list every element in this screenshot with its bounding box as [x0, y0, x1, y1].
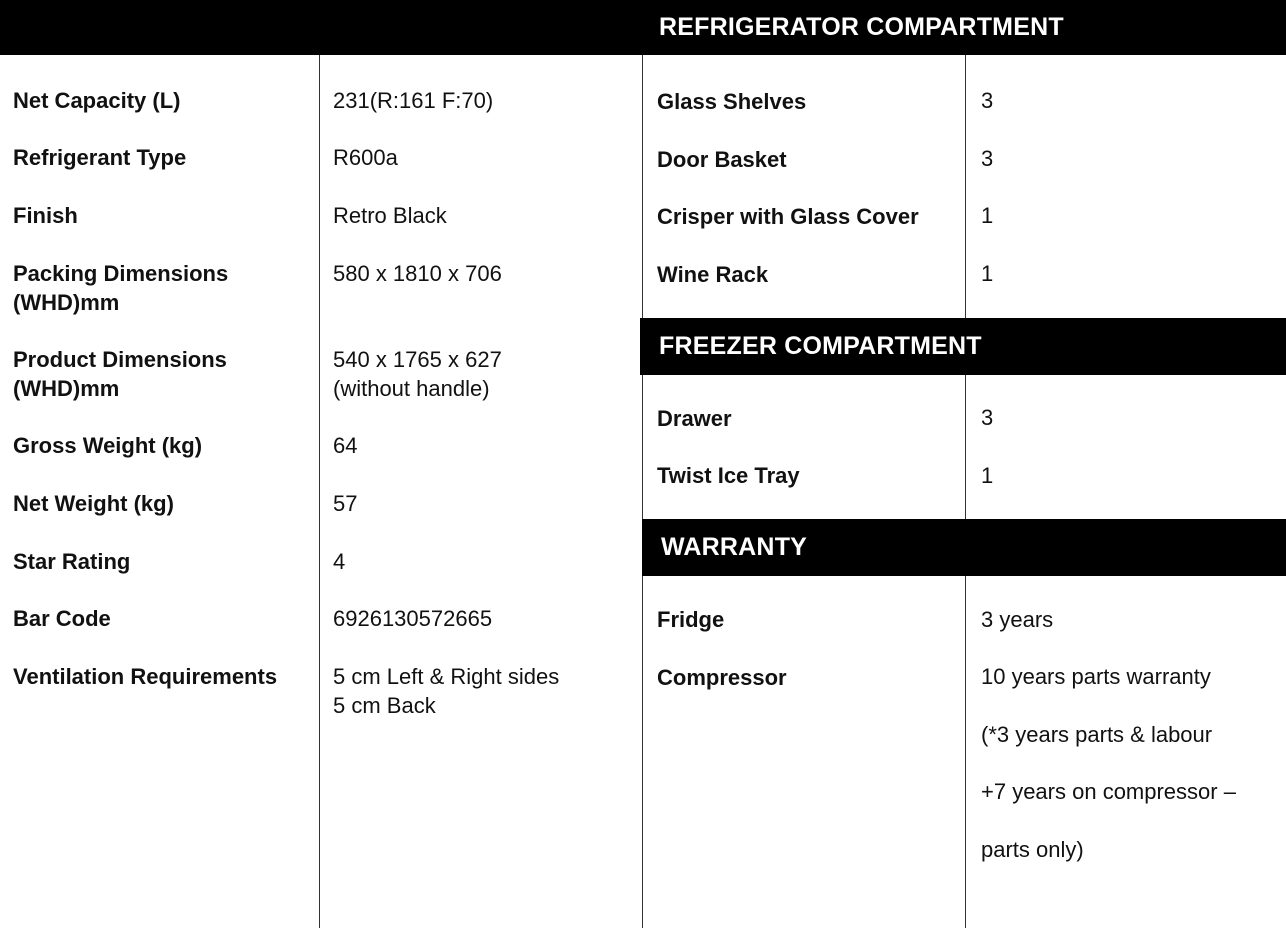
spec-value-finish: Retro Black	[333, 203, 447, 228]
spec-value-ventilation: 5 cm Left & Right sides 5 cm Back	[333, 664, 560, 718]
spec-label-star-rating: Star Rating	[13, 549, 131, 574]
column-divider-2c	[642, 576, 643, 928]
spec-label-refrigerant-type: Refrigerant Type	[13, 145, 187, 170]
freezer-label-twist-ice-tray: Twist Ice Tray	[657, 463, 800, 488]
spec-label-net-weight: Net Weight (kg)	[13, 491, 174, 516]
fridge-label-wine-rack: Wine Rack	[657, 262, 769, 287]
fridge-label-door-basket: Door Basket	[657, 147, 787, 172]
warranty-title: WARRANTY	[661, 533, 808, 561]
column-divider-3a	[965, 55, 966, 318]
column-divider-3c	[965, 576, 966, 928]
freezer-compartment-title: FREEZER COMPARTMENT	[659, 332, 982, 360]
fridge-label-glass-shelves: Glass Shelves	[657, 89, 807, 114]
refrigerator-compartment-title: REFRIGERATOR COMPARTMENT	[659, 13, 1064, 41]
freezer-label-drawer: Drawer	[657, 406, 732, 431]
spec-label-finish: Finish	[13, 203, 78, 228]
warranty-label-compressor: Compressor	[657, 665, 787, 690]
fridge-value-glass-shelves: 3	[981, 88, 994, 113]
spec-label-gross-weight: Gross Weight (kg)	[13, 433, 203, 458]
fridge-label-crisper: Crisper with Glass Cover	[657, 204, 919, 229]
fridge-value-door-basket: 3	[981, 146, 994, 171]
column-divider-3b	[965, 375, 966, 519]
spec-label-product-dimensions: Product Dimensions (WHD)mm	[13, 347, 227, 401]
spec-value-packing-dimensions: 580 x 1810 x 706	[333, 261, 502, 286]
spec-label-packing-dimensions: Packing Dimensions (WHD)mm	[13, 261, 229, 315]
freezer-compartment-header	[640, 318, 1286, 375]
spec-label-ventilation: Ventilation Requirements	[13, 664, 278, 689]
warranty-note-line-2: +7 years on compressor –	[981, 779, 1236, 804]
column-divider-1	[319, 55, 320, 928]
spec-value-star-rating: 4	[333, 549, 346, 574]
warranty-header	[642, 519, 1286, 576]
spec-value-bar-code: 6926130572665	[333, 606, 493, 631]
freezer-value-drawer: 3	[981, 405, 994, 430]
spec-value-product-dimensions: 540 x 1765 x 627 (without handle)	[333, 347, 502, 401]
warranty-note-line-1: (*3 years parts & labour	[981, 722, 1213, 747]
refrigerator-compartment-header	[0, 0, 1286, 55]
warranty-value-compressor: 10 years parts warranty	[981, 664, 1211, 689]
warranty-value-fridge: 3 years	[981, 607, 1054, 632]
column-divider-2a	[642, 55, 643, 318]
warranty-label-fridge: Fridge	[657, 607, 725, 632]
spec-value-net-weight: 57	[333, 491, 358, 516]
spec-label-net-capacity: Net Capacity (L)	[13, 88, 181, 113]
spec-label-bar-code: Bar Code	[13, 606, 111, 631]
fridge-value-crisper: 1	[981, 203, 994, 228]
spec-value-net-capacity: 231(R:161 F:70)	[333, 88, 494, 113]
column-divider-2b	[642, 375, 643, 519]
spec-value-gross-weight: 64	[333, 433, 358, 458]
warranty-note-line-3: parts only)	[981, 837, 1084, 862]
fridge-value-wine-rack: 1	[981, 261, 994, 286]
spec-value-refrigerant-type: R600a	[333, 145, 398, 170]
freezer-value-twist-ice-tray: 1	[981, 463, 994, 488]
